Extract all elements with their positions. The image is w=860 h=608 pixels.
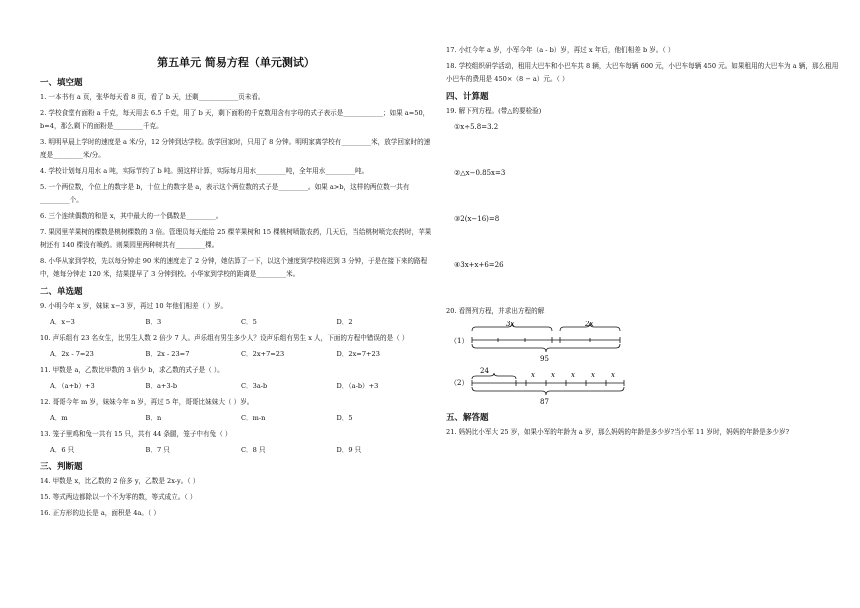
- question-2: 2. 学校食堂有面粉 a 千克，每天用去 6.5 千克，用了 b 天，剩下面粉的千克数用含有字母的式子表示是____________；如果 a=50，b=4，那么剩下的面粉是_________千克。: [40, 109, 430, 130]
- option-b: B．2x - 23=7: [145, 350, 190, 358]
- diagram-1-top-left: 3x: [506, 321, 515, 328]
- option-c: C．2x+7=23: [241, 350, 285, 358]
- question-11: 11. 甲数是 a，乙数比甲数的 3 倍少 b，求乙数的式子是（ ）。: [40, 366, 224, 374]
- question-12-options: [50, 412, 432, 424]
- question-3: 3. 明明早晨上学时的速度是 a 米/分，12 分钟到达学校。放学回家时，只用了 8 分钟。明明家离学校有_________米，放学回家时的速度是_________米/分。: [40, 138, 431, 159]
- question-13: 13. 笼子里鸡和兔一共有 15 只，共有 44 条腿，笼子中有兔（ ）: [40, 430, 232, 438]
- option-b: B．a+3-b: [145, 382, 178, 390]
- question-12: 12. 哥哥今年 m 岁，妹妹今年 n 岁，再过 5 年，哥哥比妹妹大（ ）岁。: [40, 398, 254, 406]
- page-title: 第五单元 简易方程（单元测试）: [157, 56, 315, 69]
- option-b: B．n: [145, 414, 162, 422]
- option-b: B．3: [145, 318, 162, 326]
- option-b: B．7 只: [145, 446, 170, 454]
- section-fill-heading: 一、填空题: [40, 78, 83, 88]
- answer-space: [446, 133, 841, 167]
- diagram-2-first: 24: [480, 367, 489, 375]
- question-9: 9. 小明今年 x 岁，妹妹 x−3 岁，再过 10 年他们相差（ ）岁。: [40, 302, 228, 310]
- question-19: 19. 解下列方程。(带△的要检验): [446, 107, 542, 115]
- option-d: D．（a-b）+3: [336, 382, 379, 390]
- diagram-1-top-right: 2x: [585, 321, 594, 328]
- option-a: A．m: [50, 414, 68, 422]
- question-14: 14. 甲数是 x，比乙数的 2 倍多 y，乙数是 2x-y。（ ）: [40, 477, 200, 485]
- option-a: A．6 只: [50, 446, 75, 454]
- option-c: C．m-n: [241, 414, 266, 422]
- question-17: 17. 小红今年 a 岁，小军今年（a - b）岁，再过 x 年后，他们相差 b 岁。（ ）: [446, 46, 675, 54]
- option-d: D．2x=7+23: [336, 350, 380, 358]
- option-c: C．8 只: [241, 446, 266, 454]
- option-d: D．2: [336, 318, 353, 326]
- diagram-1-label: （1）: [450, 337, 469, 345]
- diagram-2-top-brace: [472, 373, 516, 379]
- question-18: 18. 学校组织研学活动，租用大巴车和小巴车共 8 辆，大巴车每辆 600 元，小巴车每辆 450 元。如果租用的大巴车为 a 辆，那么租用小巴车的费用是 450×（8 − a）元。（ ）: [446, 62, 839, 83]
- option-a: A．（a+b）+3: [50, 382, 95, 390]
- answer-space: [446, 179, 841, 213]
- right-column: [446, 44, 841, 442]
- diagram-2-total: 87: [540, 398, 549, 406]
- section-choice-heading: 二、单选题: [40, 287, 83, 297]
- option-c: C．3a-b: [241, 382, 268, 390]
- section-judge-heading: 三、判断题: [40, 462, 83, 472]
- diagram-2-mark-1: x: [531, 371, 535, 379]
- diagram-2-label: （2）: [450, 379, 469, 387]
- diagram-2-bottom-brace: [472, 387, 624, 395]
- question-20: 20. 看图列方程，并求出方程的解: [446, 307, 545, 315]
- question-8: 8. 小华从家到学校，先以每分钟走 90 米的速度走了 2 分钟，她估算了一下，以这个速度到学校将迟到 3 分钟，于是在接下来的路程中，她每分钟走 120 米，结果提早了 3 分钟到校。小华家到学校的距离是_________米。: [40, 257, 428, 278]
- line-segment-diagrams: [450, 321, 650, 407]
- option-d: D．5: [336, 414, 353, 422]
- question-10: 10. 声乐组有 23 名女生，比男生人数 2 倍少 7 人。声乐组有男生多少人？设声乐组有男生 x 人，下面的方程中错误的是（ ）: [40, 334, 409, 342]
- question-6: 6. 三个连续偶数的和是 x，其中最大的一个偶数是_________。: [40, 212, 223, 220]
- question-7: 7. 果园里苹果树的棵数是桃树棵数的 3 倍。管理员每天能给 25 棵苹果树和 15 棵桃树喷散农药，几天后，当给桃树喷完农药时，苹果树还有 140 棵没有喷药。则果园里两种树共有_________棵。: [40, 228, 432, 249]
- question-10-options: [50, 348, 432, 360]
- section-solve-heading: 五、解答题: [446, 413, 489, 423]
- question-15: 15. 等式两边都除以一个不为零的数，等式成立。（ ）: [40, 493, 197, 501]
- answer-space: [446, 271, 841, 305]
- option-a: A．2x - 7=23: [50, 350, 94, 358]
- diagram-2-mark-2: x: [551, 371, 555, 379]
- diagram-1-total: 95: [540, 355, 549, 363]
- question-5: 5. 一个两位数，个位上的数字是 b，十位上的数字是 a，表示这个两位数的式子是_________。如果 a>b，这样的两位数一共有_________个。: [40, 183, 410, 204]
- question-11-options: [50, 380, 432, 392]
- option-c: C．5: [241, 318, 257, 326]
- question-1: 1. 一本书有 a 页，张华每天看 8 页，看了 b 天，还剩____________页未看。: [40, 93, 265, 101]
- diagram-2-mark-4: x: [591, 371, 595, 379]
- diagram-2-mark-3: x: [571, 371, 575, 379]
- option-a: A．x−3: [50, 318, 75, 326]
- equation-3: ③2(x−16)=8: [454, 215, 500, 223]
- equation-4: ④3x+x+6=26: [454, 261, 504, 269]
- question-9-options: [50, 316, 432, 328]
- diagram-1-bottom-brace: [472, 344, 620, 352]
- question-13-options: [50, 444, 432, 456]
- question-16: 16. 正方形的边长是 a，面积是 4a。（ ）: [40, 509, 160, 517]
- left-column: [40, 54, 432, 523]
- equation-2: ②△x−0.85x=3: [454, 169, 506, 177]
- equation-1: ①x÷5.8=3.2: [454, 123, 499, 131]
- question-21: 21. 妈妈比小军大 25 岁，如果小军的年龄为 a 岁，那么妈妈的年龄是多少岁?当小军 11 岁时，妈妈的年龄是多少岁?: [446, 428, 790, 436]
- option-d: D．9 只: [336, 446, 362, 454]
- diagram-2-mark-5: x: [611, 371, 615, 379]
- section-calc-heading: 四、计算题: [446, 92, 489, 102]
- answer-space: [446, 225, 841, 259]
- question-4: 4. 学校计划每月用水 a 吨，实际节约了 b 吨。照这样计算，实际每月用水_________吨，全年用水_________吨。: [40, 167, 369, 175]
